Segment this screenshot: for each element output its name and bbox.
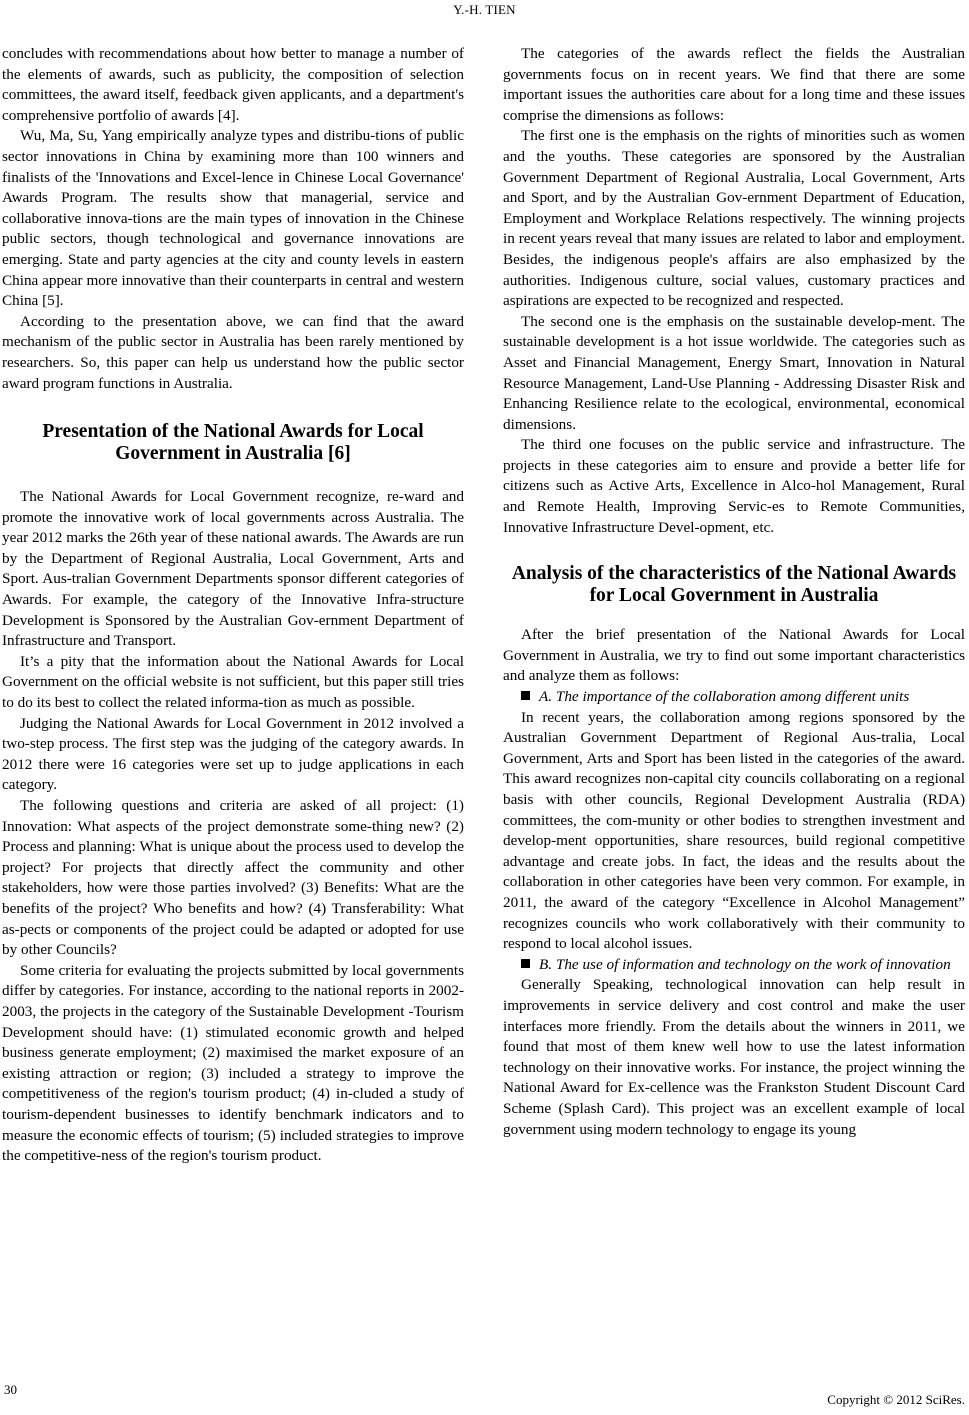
section-heading: Presentation of the National Awards for Local Government in Australia [6]	[42, 421, 424, 465]
paragraph: According to the presentation above, we can find that the award mechanism of the public sector in Australia has been rarely mentioned by researchers. So, this paper can help us understand how the public sector award program functions in Australia.	[2, 312, 464, 392]
left-column	[2, 44, 464, 1167]
subsection-heading-b	[503, 955, 965, 976]
paragraph: concludes with recommendations about how better to manage a number of the elements of awards, such as publicity, the composition of selection committees, the award itself, feedback given applicants, and a department's comprehensive portfolio of awards [4].	[2, 45, 464, 124]
paragraph: Wu, Ma, Su, Yang empirically analyze types and distribu-tions of public sector innovations in China by examining more than 100 winners and finalists of the 'Innovations and Excel-lence in Chinese Local Governance' Awards Program. The results show that managerial, service and collaborative innova-tions are the main types of innovation in the Chinese public sectors, though technological and governance innovations are emerging. State and party agencies at the city and county levels in eastern China appear more innovative than their counterparts in central and western China [5].	[2, 127, 464, 310]
paragraph: The second one is the emphasis on the sustainable develop-ment. The sustainable development is a hot issue worldwide. The categories such as Asset and Financial Management, Energy Smart, Innovation in Natural Resource Management, Land-Use Planning - Addressing Disaster Risk and Enhancing Resilience relate to the ecological, environmental, economical dimensions.	[503, 312, 965, 433]
running-header: Y.-H. TIEN	[453, 2, 516, 17]
paragraph: The first one is the emphasis on the rights of minorities such as women and the youths. These categories are sponsored by the Australian Government Department of Regional Australia, Local Government, Arts and Sport, and by the Australian Gov-ernment Department of Education, Employment and Workplace Relations respectively. The winning projects in recent years reveal that many issues are related to labor and employment. Besides, the indigenous people's affairs are also emphasized by the authorities. Indigenous culture, social values, customary practices and aspirations are expected to be recognized and respected.	[503, 127, 965, 310]
subsection-title: A. The importance of the collaboration among different units	[539, 688, 910, 706]
section-heading: Analysis of the characteristics of the National Awards for Local Government in Australia	[511, 563, 957, 607]
paragraph: In recent years, the collaboration among regions sponsored by the Australian Government Department of Regional Aus-tralia, Local Government, Arts and Sport has been listed in the categories of the award. This award recognizes non-capital city councils collaborating on a regional basis with other councils, Regional Development Australia (RDA) committees, the com-munity or other bodies to strengthen investment and develop-ment opportunities, share resources, build regional competitive advantage and create jobs. In fact, the ideas and the results about the collaboration in other categories have been very common. For example, in 2011, the award of the category “Excellence in Alcohol Management” recognizes councils who work collaboratively with their community to respond to local alcohol issues.	[503, 708, 965, 953]
paragraph: It’s a pity that the information about the National Awards for Local Government on the official website is not sufficient, but this paper still tries to do its best to collect the related informa-tion as much as possible.	[2, 652, 464, 712]
page-number: 30	[4, 1382, 17, 1397]
subsection-title: B. The use of information and technology on the work of innovation	[539, 955, 951, 973]
subsection-heading-a	[503, 687, 965, 708]
paragraph: The following questions and criteria are asked of all project: (1) Innovation: What aspects of the project demonstrate some-thing new? (2) Process and planning: What is unique about the process used to develop the project? For projects that directly affect the community and other stakeholders, how were those parties involved? (3) Benefits: What are the benefits of the project? Who benefits and how? (4) Transferability: What as-pects or components of the project could be adapted or adopted for use by other Councils?	[2, 797, 464, 959]
paragraph: After the brief presentation of the National Awards for Local Government in Australia, we try to find out some important characteristics and analyze them as follows:	[503, 626, 965, 685]
copyright-notice: Copyright © 2012 SciRes.	[827, 1392, 965, 1407]
square-bullet-icon	[521, 959, 530, 968]
paragraph: The third one focuses on the public service and infrastructure. The projects in these categories aim to ensure and provide a better life for citizens such as Active Arts, Excellence in Alco-hol Management, Rural and Remote Health, Improving Servic-es to Remote Communities, Innovative Infrastructure Devel-opment, etc.	[503, 436, 965, 536]
paragraph: Generally Speaking, technological innovation can help result in improvements in service delivery and cost control and make the user interfaces more friendly. From the details about the winners in 2011, we found that most of them knew well how to use the latest information technology on their innovative works. For instance, the project winning the National Award for Ex-cellence was the Frankston Student Discount Card Scheme (Splash Card). This project was an excellent example of local government using modern technology to engage its young	[503, 976, 965, 1138]
right-column	[503, 44, 965, 1140]
paragraph: Judging the National Awards for Local Government in 2012 involved a two-step process. The first step was the judging of the category awards. In 2012 there were 16 categories were set up to judge applications in each category.	[2, 714, 464, 794]
paragraph: The categories of the awards reflect the fields the Australian governments focus on in recent years. We find that there are some important issues the authorities care about for a long time and these issues comprise the dimensions as follows:	[503, 45, 965, 124]
paragraph: Some criteria for evaluating the projects submitted by local governments differ by categories. For instance, according to the national reports in 2002-2003, the projects in the category of the Sustainable Development -Tourism Development should have: (1) stimulated economic growth and helped business generate employment; (2) maximised the market exposure of an existing attraction or region; (3) included a strategy to improve the competitiveness of the region's tourism product; (4) in-cluded a study of tourism-dependent businesses to identify benchmark indicators and to measure the economic effects of tourism; (5) included strategies to improve the competitive-ness of the region's tourism product.	[2, 961, 464, 1165]
square-bullet-icon	[521, 691, 530, 700]
paragraph: The National Awards for Local Government recognize, re-ward and promote the innovative work of local governments across Australia. The year 2012 marks the 26th year of these national awards. The Awards are run by the Department of Regional Australia, Local Government, Arts and Sport. Aus-tralian Government Departments sponsor different categories of Awards. For example, the category of the Innovative Infra-structure Development is Sponsored by the Australian Gov-ernment Department of Infrastructure and Transport.	[2, 488, 464, 650]
